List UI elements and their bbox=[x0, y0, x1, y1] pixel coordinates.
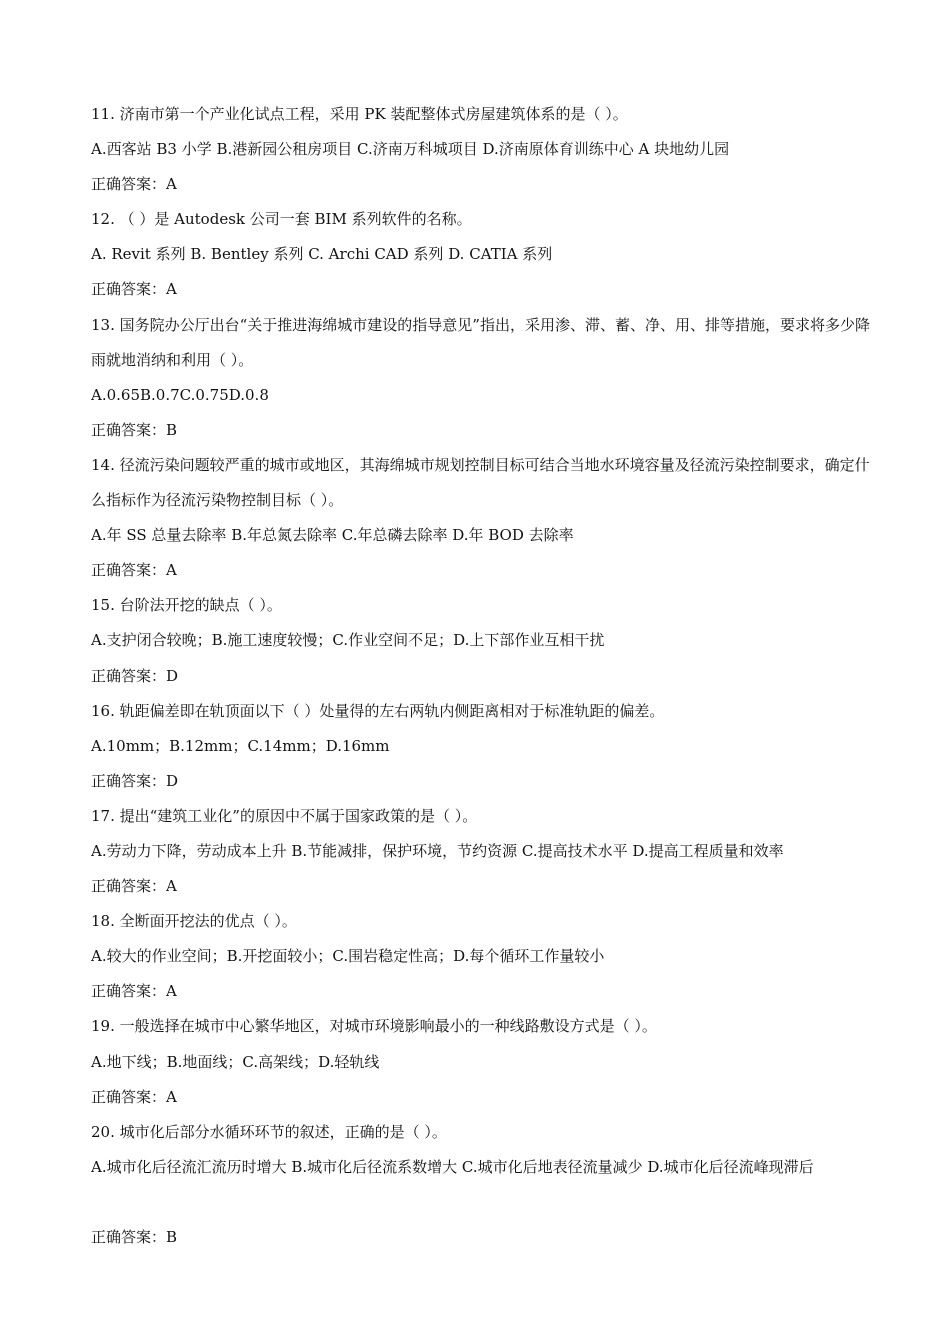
question-20-options: A.城市化后径流汇流历时增大 B.城市化后径流系数增大 C.城市化后地表径流量减少 D.城市化后径流峰现滞后 bbox=[91, 1157, 814, 1176]
question-17-options: A.劳动力下降，劳动成本上升 B.节能减排，保护环境，节约资源 C.提高技术水平 D.提高工程质量和效率 bbox=[91, 841, 784, 860]
question-11-text: 11. 济南市第一个产业化试点工程，采用 PK 装配整体式房屋建筑体系的是（ ）。 bbox=[91, 105, 628, 123]
question-19-answer: 正确答案：A bbox=[91, 1087, 177, 1106]
question-18-answer: 正确答案：A bbox=[91, 982, 177, 1001]
question-16-answer: 正确答案：D bbox=[91, 771, 179, 790]
question-list bbox=[91, 97, 871, 1255]
question-15-options: A.支护闭合较晚；B.施工速度较慢；C.作业空间不足；D.上下部作业互相干扰 bbox=[91, 631, 605, 650]
question-17-text: 17. 提出“建筑工业化”的原因中不属于国家政策的是（ ）。 bbox=[91, 806, 478, 825]
question-12-answer: 正确答案：A bbox=[91, 280, 177, 299]
question-16-options: A.10mm；B.12mm；C.14mm；D.16mm bbox=[91, 736, 390, 755]
question-14-answer: 正确答案：A bbox=[91, 561, 177, 580]
question-18-text: 18. 全断面开挖法的优点（ ）。 bbox=[91, 912, 297, 931]
question-16-text: 16. 轨距偏差即在轨顶面以下（ ）处量得的左右两轨内侧距离相对于标准轨距的偏差。 bbox=[91, 701, 665, 720]
question-11-answer: 正确答案：A bbox=[91, 175, 177, 194]
question-15-answer: 正确答案：D bbox=[91, 666, 179, 685]
question-19-options: A.地下线；B.地面线；C.高架线；D.轻轨线 bbox=[91, 1052, 380, 1071]
question-20-answer: 正确答案：B bbox=[91, 1228, 178, 1246]
question-15-text: 15. 台阶法开挖的缺点（ ）。 bbox=[91, 596, 282, 615]
question-14-options: A.年 SS 总量去除率 B.年总氮去除率 C.年总磷去除率 D.年 BOD 去除率 bbox=[91, 526, 574, 545]
question-20-text: 20. 城市化后部分水循环环节的叙述，正确的是（ ）。 bbox=[91, 1122, 447, 1141]
question-18-options: A.较大的作业空间；B.开挖面较小；C.围岩稳定性高；D.每个循环工作量较小 bbox=[91, 947, 605, 966]
question-12-options: A. Revit 系列 B. Bentley 系列 C. Archi CAD 系列 D. CATIA 系列 bbox=[91, 245, 553, 264]
question-14-text: 14. 径流污染问题较严重的城市或地区，其海绵城市规划控制目标可结合当地水环境容量及径流污染控制要求，确定什么指标作为径流污染物控制目标（ ）。 bbox=[91, 455, 870, 510]
question-19-text: 19. 一般选择在城市中心繁华地区，对城市环境影响最小的一种线路敷设方式是（ ）。 bbox=[91, 1017, 657, 1036]
question-13-options: A.0.65B.0.7C.0.75D.0.8 bbox=[91, 385, 269, 404]
question-13-answer: 正确答案：B bbox=[91, 420, 178, 439]
question-17-answer: 正确答案：A bbox=[91, 877, 177, 896]
question-12-text: 12. （ ）是 Autodesk 公司一套 BIM 系列软件的名称。 bbox=[91, 210, 472, 229]
question-13-text: 13. 国务院办公厅出台“关于推进海绵城市建设的指导意见”指出，采用渗、滞、蓄、净、用、排等措施，要求将多少降雨就地消纳和利用（ ）。 bbox=[91, 315, 870, 369]
question-11-options: A.西客站 B3 小学 B.港新园公租房项目 C.济南万科城项目 D.济南原体育训练中心 A 块地幼儿园 bbox=[91, 140, 730, 159]
